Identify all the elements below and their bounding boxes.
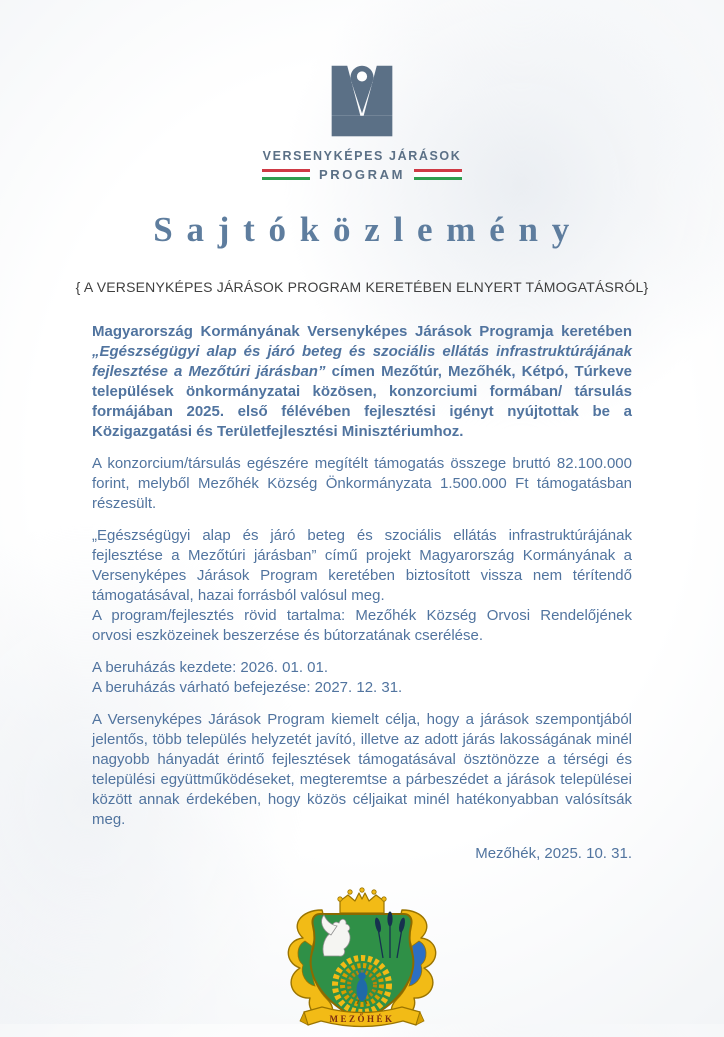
crest-banner-text: MEZŐHÉK (329, 1014, 395, 1024)
hungarian-flag-stripes-right-icon (414, 169, 462, 180)
paragraph-intro (92, 322, 632, 442)
mezohek-coat-of-arms (270, 886, 454, 1032)
paragraph-project-funding (92, 526, 632, 646)
page-title: S a j t ó k ö z l e m é n y (153, 210, 571, 249)
intro-project-title-quote: „Egészségügyi alap és járó beteg és szociális ellátás infrastruktúrájának fejlesztése a Mezőtúri járásban” (92, 343, 632, 380)
paragraph-grant-amount: A konzorcium/társulás egészére megítélt támogatás összege bruttó 82.100.000 forint, melyből Mezőhék Község Önkormányzata 1.500.000 Ft támogatásban részesült. (92, 455, 632, 512)
program-logo (0, 0, 724, 182)
logo-program-name: VERSENYKÉPES JÁRÁSOK (262, 149, 462, 163)
schedule-start-line: A beruházás kezdete: 2026. 01. 01. (92, 659, 329, 676)
intro-text-suffix: címen Mezőtúr, Mezőhék, Kétpó, Túrkeve települések önkormányzatai közösen, konzorciumi formában/ társulás formájában 2025. első félévében fejlesztési igényt nyújtottak be a Közigazgatási és Területfejlesztési Minisztériumhoz. (92, 363, 632, 440)
footer (0, 886, 724, 1037)
schedule-end-line: A beruházás várható befejezése: 2027. 12. 31. (92, 679, 403, 696)
press-release-body (92, 322, 632, 864)
logo-program-row (0, 167, 724, 182)
logo-program-word: PROGRAM (318, 167, 406, 182)
project-funding-sentence: „Egészségügyi alap és járó beteg és szociális ellátás infrastruktúrájának fejlesztése a Mezőtúri járásban” című projekt Magyarország Kormányának a Versenyképes Járások Program keretében biztosított vissza nem térítendő támogatásával, hazai forrásból valósul meg. (92, 527, 632, 604)
paragraph-program-goal: A Versenyképes Járások Program kiemelt célja, hogy a járások szempontjából jelentős, több település helyzetét javító, illetve az adott járás lakosságának minél nagyobb hányadát érintő fejlesztések támogatásával ösztönözze a térségi és települési együttműködéseket, megteremtse a párbeszédet a járások települései között annak érdekében, hogy közös céljaikat minél hatékonyabban valósítsák meg. (92, 711, 632, 828)
crest-crown (338, 888, 386, 913)
hungarian-flag-stripes-left-icon (262, 169, 310, 180)
project-content-sentence: A program/fejlesztés rövid tartalma: Mezőhék Község Orvosi Rendelőjének orvosi eszközeinek beszerzése és bútorzatának cserélése. (92, 607, 632, 644)
intro-text-prefix: Magyarország Kormányának Versenyképes Járások Programja keretében (92, 323, 632, 340)
page-subtitle: { A VERSENYKÉPES JÁRÁSOK PROGRAM KERETÉBEN ELNYERT TÁMOGATÁSRÓL} (75, 279, 649, 295)
paragraph-schedule (92, 658, 632, 698)
location-pin-v-icon (321, 64, 403, 143)
date-line: Mezőhék, 2025. 10. 31. (475, 845, 632, 862)
